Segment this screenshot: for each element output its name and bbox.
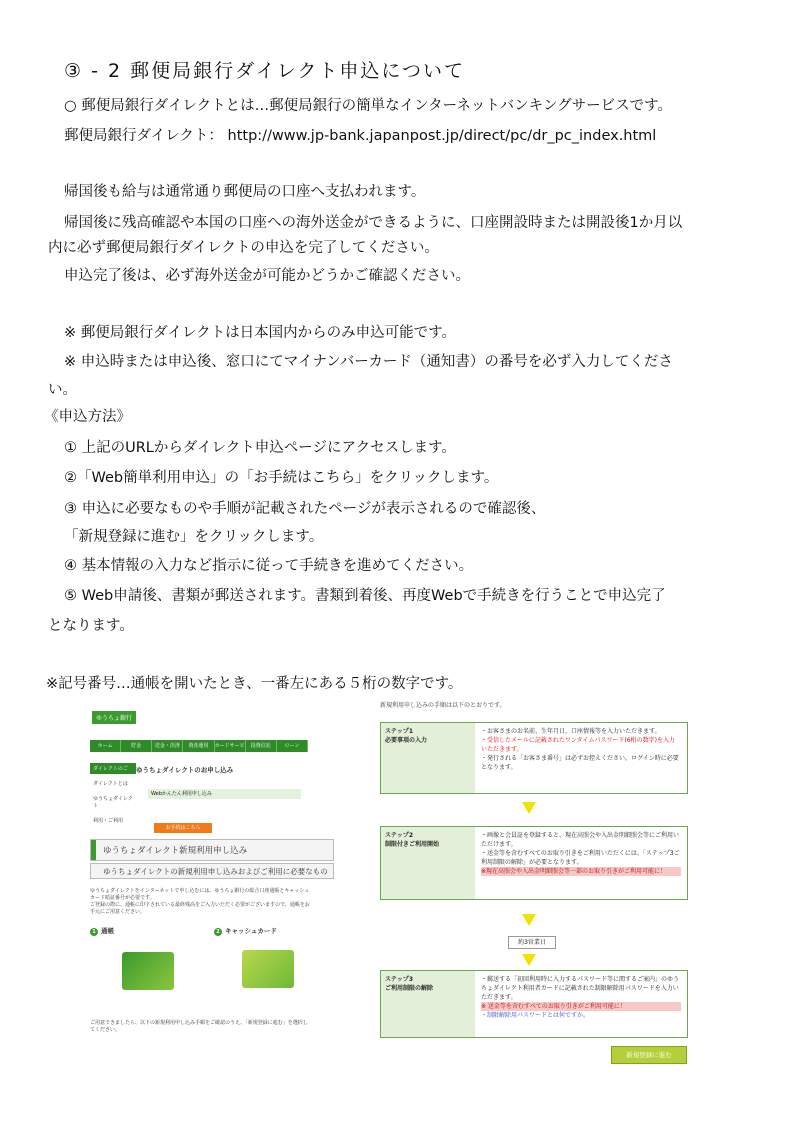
section-heading: ③ - 2 郵便局銀行ダイレクト申込について bbox=[64, 60, 465, 82]
flow-heading: 新規利用申し込みの手順は以下のとおりです。 bbox=[380, 702, 506, 709]
step-2-body: ・画像と会員証を登録すると、現在高照会や入出金明細照会等にご利用いただけます。 ・送金等を含むすべてのお取り引きをご利用いただくには、「ステップ3ご利用制限の解除」が必要となります。 ※現在高照会や入出金明細照会等一部のお取り引きがご利用可能に！ bbox=[481, 832, 680, 875]
step-1: ① 上記のURLからダイレクト申込ページにアクセスします。 bbox=[64, 440, 456, 456]
item-passbook: 1 通帳 bbox=[90, 926, 114, 936]
step-3-body: ・郵送する「初回利用時に入力するパスワード等に関するご案内」のゆうちょダイレクト利用者カードに記載された制限解除用パスワードを入力いただきます。 ※ 送金等を含むすべてのお取り引きがご利用可能に！ ・制限解除用パスワードとは何ですか。 bbox=[481, 976, 680, 1019]
step-3a: ③ 申込に必要なものや手順が記載されたページが表示されるので確認後、 bbox=[64, 501, 546, 517]
step-5a: ⑤ Web申請後、書類が郵送されます。書類到着後、再度Webで手続きを行うことで申込完了 bbox=[64, 588, 666, 604]
passbook-image bbox=[122, 952, 174, 990]
step-2: ②「Web簡単利用申込」の「お手続はこちら」をクリックします。 bbox=[64, 470, 499, 486]
nav-item[interactable]: ローン bbox=[277, 740, 308, 752]
nav-item[interactable]: 送金・決済 bbox=[152, 740, 183, 752]
sidebar bbox=[90, 763, 136, 843]
proceed-registration-button[interactable]: 新規登録に進む bbox=[611, 1046, 687, 1064]
url-line[interactable]: 郵便局銀行ダイレクト： http://www.jp-bank.japanpost.jp/direct/pc/dr_pc_index.html bbox=[64, 128, 657, 144]
step-1-box bbox=[380, 722, 688, 794]
footnote: ※記号番号…通帳を開いたとき、一番左にある５桁の数字です。 bbox=[46, 676, 463, 692]
sidebar-item-active[interactable]: ダイレクトのご bbox=[90, 763, 136, 774]
method-title: 《申込方法》 bbox=[44, 409, 131, 425]
step-2-label: ステップ2 制限付きご利用開始 bbox=[381, 827, 475, 899]
down-arrow-icon bbox=[522, 802, 536, 814]
apply-here-button[interactable]: お手続はこちら bbox=[154, 823, 212, 833]
step-5b: となります。 bbox=[48, 618, 134, 634]
requirements-header: ゆうちょダイレクトの新規利用申し込みおよびご利用に必要なもの bbox=[90, 863, 334, 879]
sidebar-item[interactable]: ダイレクトとは bbox=[93, 781, 128, 787]
paragraph-1: 帰国後も給与は通常通り郵便局の口座へ支払われます。 bbox=[64, 184, 426, 200]
step-3-box bbox=[380, 970, 688, 1038]
global-nav bbox=[90, 740, 308, 761]
step-1-body: ・お客さまのお名前、生年月日、口座情報等を入力いただきます。 ・受信したメールに記載されたワンタイムパスワード(6桁の数字)を入力いただきます。 ・発行される「お客さま番号」は必ずお控えください。ログイン時に必要となります。 bbox=[481, 728, 679, 771]
web-easy-bar: Webかんたん利用申し込み bbox=[148, 789, 301, 799]
site-header bbox=[90, 708, 338, 726]
step-3b: 「新規登録に進む」をクリックします。 bbox=[64, 529, 324, 545]
note-2b: い。 bbox=[48, 382, 77, 398]
left-screenshot bbox=[90, 708, 338, 1038]
business-days-label: 約3営業日 bbox=[508, 936, 556, 949]
step-3-label: ステップ3 ご利用制限の解除 bbox=[381, 971, 475, 1037]
nav-item[interactable]: ホーム bbox=[90, 740, 121, 752]
step-2-box bbox=[380, 826, 688, 900]
bottom-text: ご用意できましたら、以下の新規利用申し込み手順をご確認のうえ、「新規登録に進む」を選択し てください。 bbox=[90, 1020, 308, 1033]
nav-item[interactable]: カードサービス bbox=[215, 740, 246, 752]
down-arrow-icon bbox=[522, 954, 536, 966]
down-arrow-icon bbox=[522, 914, 536, 926]
right-screenshot bbox=[380, 700, 692, 1068]
sidebar-item[interactable]: 利用・ご利用 bbox=[93, 818, 124, 824]
requirements-text: ゆうちょダイレクトをインターネットで申し込むには、ゆうちょ銀行の総合口座通帳とキャッシュ カード暗証番号が必要です。 ご登録の際に、通帳に印字されている最終残高をご入力いただく必要がございますので、通帳をお 手元にご用意ください。 bbox=[90, 888, 310, 915]
note-1: ※ 郵便局銀行ダイレクトは日本国内からのみ申込可能です。 bbox=[64, 325, 457, 341]
new-application-header: ゆうちょダイレクト新規利用申し込み bbox=[90, 839, 334, 861]
page-title: ゆうちょダイレクトのお申し込み bbox=[136, 766, 234, 774]
sidebar-item[interactable]: ゆうちょダイレクト bbox=[93, 796, 133, 809]
note-2a: ※ 申込時または申込後、窓口にてマイナンバーカード（通知書）の番号を必ず入力してくださ bbox=[64, 354, 673, 370]
paragraph-2b: 内に必ず郵便局銀行ダイレクトの申込を完了してください。 bbox=[48, 240, 439, 256]
intro-text: ○ 郵便局銀行ダイレクトとは…郵便局銀行の簡単なインターネットバンキングサービスです。 bbox=[64, 98, 672, 114]
cashcard-image bbox=[242, 950, 294, 988]
paragraph-3: 申込完了後は、必ず海外送金が可能かどうかご確認ください。 bbox=[64, 268, 470, 284]
nav-item[interactable]: 貯金 bbox=[121, 740, 152, 752]
nav-item[interactable]: 資産運用 bbox=[183, 740, 214, 752]
step-4: ④ 基本情報の入力など指示に従って手続きを進めてください。 bbox=[64, 558, 474, 574]
bank-logo: ゆうちょ銀行 bbox=[92, 711, 136, 724]
paragraph-2a: 帰国後に残高確認や本国の口座への海外送金ができるように、口座開設時または開設後1か月以 bbox=[64, 215, 683, 231]
nav-item[interactable]: 投資信託 bbox=[246, 740, 277, 752]
step-1-label: ステップ1 必要事項の入力 bbox=[381, 723, 475, 793]
item-cashcard: 2 キャッシュカード bbox=[214, 926, 277, 936]
